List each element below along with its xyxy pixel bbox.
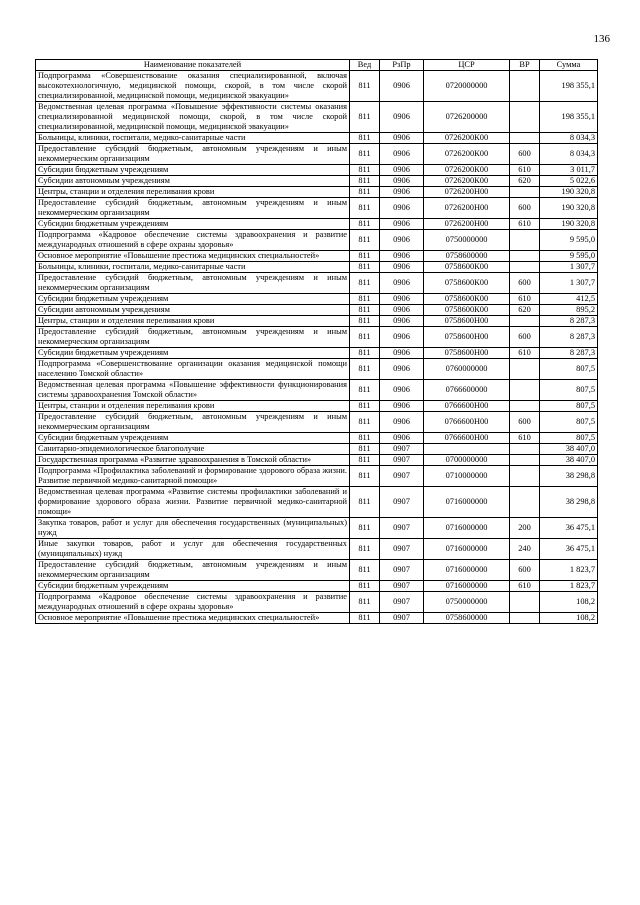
cell-rzpr: 0906 bbox=[380, 102, 424, 133]
cell-sum: 807,5 bbox=[540, 359, 598, 380]
page-number: 136 bbox=[593, 33, 610, 45]
table-row bbox=[36, 433, 598, 444]
cell-sum: 8 034,3 bbox=[540, 144, 598, 165]
cell-ved: 811 bbox=[350, 487, 380, 518]
cell-name: Субсидии бюджетным учреждениям bbox=[36, 294, 350, 305]
cell-vr bbox=[510, 262, 540, 273]
cell-csr: 0760000000 bbox=[424, 359, 510, 380]
cell-ved: 811 bbox=[350, 316, 380, 327]
cell-rzpr: 0906 bbox=[380, 412, 424, 433]
cell-ved: 811 bbox=[350, 348, 380, 359]
cell-ved: 811 bbox=[350, 581, 380, 592]
cell-rzpr: 0906 bbox=[380, 133, 424, 144]
cell-rzpr: 0907 bbox=[380, 455, 424, 466]
cell-vr: 610 bbox=[510, 348, 540, 359]
cell-rzpr: 0907 bbox=[380, 560, 424, 581]
cell-name: Субсидии автономным учреждениям bbox=[36, 176, 350, 187]
cell-sum: 36 475,1 bbox=[540, 518, 598, 539]
cell-name: Подпрограмма «Совершенствование организации оказания медицинской помощи населению Томской области» bbox=[36, 359, 350, 380]
cell-vr bbox=[510, 133, 540, 144]
table-row bbox=[36, 262, 598, 273]
cell-rzpr: 0907 bbox=[380, 539, 424, 560]
cell-sum: 1 307,7 bbox=[540, 262, 598, 273]
cell-name: Подпрограмма «Совершенствование оказания специализированной, включая высокотехнологичную, медицинской помощи, скорой, в том числе скорой специализированной, медицинской помощи, медицинской эвакуации» bbox=[36, 71, 350, 102]
cell-rzpr: 0906 bbox=[380, 316, 424, 327]
cell-sum: 8 287,3 bbox=[540, 316, 598, 327]
cell-ved: 811 bbox=[350, 144, 380, 165]
cell-csr: 0758600Н00 bbox=[424, 316, 510, 327]
cell-csr: 0758600К00 bbox=[424, 262, 510, 273]
cell-sum: 807,5 bbox=[540, 401, 598, 412]
cell-name: Предоставление субсидий бюджетным, автономным учреждениям и иным некоммерческим организациям bbox=[36, 560, 350, 581]
cell-name: Предоставление субсидий бюджетным, автономным учреждениям и иным некоммерческим организациям bbox=[36, 198, 350, 219]
cell-sum: 8 034,3 bbox=[540, 133, 598, 144]
cell-name: Основное мероприятие «Повышение престижа медицинских специальностей» bbox=[36, 251, 350, 262]
cell-csr: 0758600000 bbox=[424, 613, 510, 624]
cell-name: Центры, станции и отделения переливания крови bbox=[36, 187, 350, 198]
cell-rzpr: 0906 bbox=[380, 262, 424, 273]
cell-vr bbox=[510, 316, 540, 327]
cell-sum: 9 595,0 bbox=[540, 230, 598, 251]
table-row bbox=[36, 348, 598, 359]
cell-sum: 3 011,7 bbox=[540, 165, 598, 176]
cell-vr: 610 bbox=[510, 294, 540, 305]
table-row bbox=[36, 176, 598, 187]
cell-ved: 811 bbox=[350, 592, 380, 613]
cell-ved: 811 bbox=[350, 518, 380, 539]
cell-sum: 807,5 bbox=[540, 380, 598, 401]
cell-name: Больницы, клиники, госпитали, медико-санитарные части bbox=[36, 262, 350, 273]
header-name: Наименование показателей bbox=[36, 60, 350, 71]
cell-ved: 811 bbox=[350, 560, 380, 581]
cell-sum: 36 475,1 bbox=[540, 539, 598, 560]
cell-vr bbox=[510, 251, 540, 262]
cell-vr bbox=[510, 380, 540, 401]
cell-csr: 0758600К00 bbox=[424, 294, 510, 305]
cell-name: Ведомственная целевая программа «Повышение эффективности системы оказания специализированной медицинской помощи, скорой, в том числе скорой специализированной, медицинской помощи, медицинской эвакуации» bbox=[36, 102, 350, 133]
cell-rzpr: 0907 bbox=[380, 518, 424, 539]
cell-csr: 0700000000 bbox=[424, 455, 510, 466]
cell-ved: 811 bbox=[350, 102, 380, 133]
cell-sum: 38 407,0 bbox=[540, 455, 598, 466]
table-row bbox=[36, 444, 598, 455]
cell-rzpr: 0906 bbox=[380, 294, 424, 305]
cell-csr: 0758600Н00 bbox=[424, 348, 510, 359]
cell-name: Подпрограмма «Кадровое обеспечение системы здравоохранения и развитие международных отношений в сфере охраны здоровья» bbox=[36, 592, 350, 613]
cell-csr: 0758600К00 bbox=[424, 273, 510, 294]
cell-ved: 811 bbox=[350, 455, 380, 466]
header-ved: Вед bbox=[350, 60, 380, 71]
cell-vr bbox=[510, 401, 540, 412]
table-row bbox=[36, 219, 598, 230]
cell-csr: 0766600Н00 bbox=[424, 412, 510, 433]
cell-sum: 895,2 bbox=[540, 305, 598, 316]
cell-sum: 1 823,7 bbox=[540, 560, 598, 581]
cell-rzpr: 0906 bbox=[380, 230, 424, 251]
cell-name: Субсидии бюджетным учреждениям bbox=[36, 348, 350, 359]
cell-rzpr: 0906 bbox=[380, 305, 424, 316]
cell-ved: 811 bbox=[350, 412, 380, 433]
cell-rzpr: 0906 bbox=[380, 187, 424, 198]
cell-ved: 811 bbox=[350, 327, 380, 348]
cell-vr: 610 bbox=[510, 165, 540, 176]
table-row bbox=[36, 230, 598, 251]
cell-name: Иные закупки товаров, работ и услуг для обеспечения государственных (муниципальных) нужд bbox=[36, 539, 350, 560]
cell-name: Государственная программа «Развитие здравоохранения в Томской области» bbox=[36, 455, 350, 466]
cell-name: Субсидии бюджетным учреждениям bbox=[36, 165, 350, 176]
cell-ved: 811 bbox=[350, 380, 380, 401]
cell-csr: 0716000000 bbox=[424, 581, 510, 592]
cell-sum: 108,2 bbox=[540, 592, 598, 613]
cell-vr: 600 bbox=[510, 198, 540, 219]
cell-name: Предоставление субсидий бюджетным, автономным учреждениям и иным некоммерческим организациям bbox=[36, 273, 350, 294]
cell-csr: 0726200Н00 bbox=[424, 187, 510, 198]
cell-rzpr: 0906 bbox=[380, 401, 424, 412]
cell-csr: 0758600К00 bbox=[424, 305, 510, 316]
cell-name: Больницы, клиники, госпитали, медико-санитарные части bbox=[36, 133, 350, 144]
cell-sum: 190 320,8 bbox=[540, 198, 598, 219]
cell-csr: 0766600000 bbox=[424, 380, 510, 401]
cell-csr: 0716000000 bbox=[424, 487, 510, 518]
cell-ved: 811 bbox=[350, 539, 380, 560]
cell-vr: 600 bbox=[510, 327, 540, 348]
cell-vr bbox=[510, 71, 540, 102]
cell-rzpr: 0907 bbox=[380, 592, 424, 613]
cell-sum: 1 823,7 bbox=[540, 581, 598, 592]
cell-vr: 620 bbox=[510, 176, 540, 187]
cell-ved: 811 bbox=[350, 466, 380, 487]
cell-sum: 198 355,1 bbox=[540, 102, 598, 133]
cell-sum: 38 298,8 bbox=[540, 466, 598, 487]
cell-vr bbox=[510, 487, 540, 518]
table-row bbox=[36, 518, 598, 539]
cell-ved: 811 bbox=[350, 294, 380, 305]
cell-ved: 811 bbox=[350, 71, 380, 102]
table-row bbox=[36, 305, 598, 316]
cell-vr bbox=[510, 187, 540, 198]
cell-csr: 0726200К00 bbox=[424, 176, 510, 187]
cell-csr: 0758600Н00 bbox=[424, 327, 510, 348]
cell-ved: 811 bbox=[350, 176, 380, 187]
cell-ved: 811 bbox=[350, 613, 380, 624]
cell-csr: 0758600000 bbox=[424, 251, 510, 262]
cell-sum: 8 287,3 bbox=[540, 327, 598, 348]
cell-vr bbox=[510, 592, 540, 613]
cell-rzpr: 0906 bbox=[380, 144, 424, 165]
table-row bbox=[36, 198, 598, 219]
cell-vr bbox=[510, 455, 540, 466]
cell-sum: 5 022,6 bbox=[540, 176, 598, 187]
cell-csr: 0726200000 bbox=[424, 102, 510, 133]
cell-csr: 0726200К00 bbox=[424, 144, 510, 165]
table-row bbox=[36, 380, 598, 401]
cell-sum: 38 298,8 bbox=[540, 487, 598, 518]
cell-vr: 610 bbox=[510, 219, 540, 230]
table-row bbox=[36, 133, 598, 144]
table-row bbox=[36, 359, 598, 380]
cell-name: Предоставление субсидий бюджетным, автономным учреждениям и иным некоммерческим организациям bbox=[36, 327, 350, 348]
cell-ved: 811 bbox=[350, 401, 380, 412]
cell-csr: 0726200К00 bbox=[424, 165, 510, 176]
cell-vr bbox=[510, 444, 540, 455]
table-row bbox=[36, 316, 598, 327]
cell-vr: 240 bbox=[510, 539, 540, 560]
cell-name: Центры, станции и отделения переливания крови bbox=[36, 316, 350, 327]
cell-rzpr: 0907 bbox=[380, 444, 424, 455]
cell-sum: 198 355,1 bbox=[540, 71, 598, 102]
cell-ved: 811 bbox=[350, 165, 380, 176]
cell-rzpr: 0906 bbox=[380, 348, 424, 359]
cell-vr: 610 bbox=[510, 433, 540, 444]
cell-rzpr: 0907 bbox=[380, 466, 424, 487]
cell-name: Предоставление субсидий бюджетным, автономным учреждениям и иным некоммерческим организациям bbox=[36, 412, 350, 433]
table-row bbox=[36, 102, 598, 133]
cell-rzpr: 0906 bbox=[380, 198, 424, 219]
header-sum: Сумма bbox=[540, 60, 598, 71]
table-row bbox=[36, 273, 598, 294]
cell-name: Ведомственная целевая программа «Повышение эффективности функционирования системы здравоохранения Томской области» bbox=[36, 380, 350, 401]
cell-name: Предоставление субсидий бюджетным, автономным учреждениям и иным некоммерческим организациям bbox=[36, 144, 350, 165]
cell-vr: 200 bbox=[510, 518, 540, 539]
table-row bbox=[36, 144, 598, 165]
cell-sum: 412,5 bbox=[540, 294, 598, 305]
table-row bbox=[36, 165, 598, 176]
cell-csr: 0750000000 bbox=[424, 230, 510, 251]
cell-rzpr: 0906 bbox=[380, 251, 424, 262]
cell-csr: 0766600Н00 bbox=[424, 433, 510, 444]
cell-name: Основное мероприятие «Повышение престижа медицинских специальностей» bbox=[36, 613, 350, 624]
cell-name: Субсидии автономным учреждениям bbox=[36, 305, 350, 316]
cell-sum: 190 320,8 bbox=[540, 219, 598, 230]
cell-sum: 9 595,0 bbox=[540, 251, 598, 262]
cell-name: Закупка товаров, работ и услуг для обеспечения государственных (муниципальных) нужд bbox=[36, 518, 350, 539]
cell-csr: 0726200Н00 bbox=[424, 198, 510, 219]
budget-table bbox=[35, 59, 598, 624]
cell-vr bbox=[510, 359, 540, 380]
table-row bbox=[36, 466, 598, 487]
cell-vr: 610 bbox=[510, 581, 540, 592]
cell-ved: 811 bbox=[350, 359, 380, 380]
cell-ved: 811 bbox=[350, 187, 380, 198]
cell-vr bbox=[510, 230, 540, 251]
cell-name: Подпрограмма «Профилактика заболеваний и формирование здорового образа жизни. Развитие первичной медико-санитарной помощи» bbox=[36, 466, 350, 487]
cell-name: Субсидии бюджетным учреждениям bbox=[36, 581, 350, 592]
cell-csr: 0726200К00 bbox=[424, 133, 510, 144]
cell-csr: 0750000000 bbox=[424, 592, 510, 613]
header-rzpr: РзПр bbox=[380, 60, 424, 71]
cell-ved: 811 bbox=[350, 230, 380, 251]
table-row bbox=[36, 412, 598, 433]
cell-rzpr: 0906 bbox=[380, 273, 424, 294]
table-row bbox=[36, 613, 598, 624]
cell-rzpr: 0906 bbox=[380, 219, 424, 230]
table-row bbox=[36, 251, 598, 262]
cell-name: Санитарно-эпидемиологическое благополучие bbox=[36, 444, 350, 455]
cell-name: Субсидии бюджетным учреждениям bbox=[36, 219, 350, 230]
cell-rzpr: 0906 bbox=[380, 380, 424, 401]
cell-rzpr: 0907 bbox=[380, 581, 424, 592]
table-row bbox=[36, 71, 598, 102]
cell-csr: 0726200Н00 bbox=[424, 219, 510, 230]
cell-vr bbox=[510, 466, 540, 487]
cell-ved: 811 bbox=[350, 433, 380, 444]
table-row bbox=[36, 487, 598, 518]
cell-ved: 811 bbox=[350, 198, 380, 219]
cell-name: Центры, станции и отделения переливания крови bbox=[36, 401, 350, 412]
cell-name: Субсидии бюджетным учреждениям bbox=[36, 433, 350, 444]
cell-ved: 811 bbox=[350, 305, 380, 316]
cell-rzpr: 0906 bbox=[380, 176, 424, 187]
cell-csr: 0720000000 bbox=[424, 71, 510, 102]
header-vr: ВР bbox=[510, 60, 540, 71]
cell-rzpr: 0907 bbox=[380, 487, 424, 518]
table-row bbox=[36, 581, 598, 592]
cell-sum: 108,2 bbox=[540, 613, 598, 624]
cell-rzpr: 0906 bbox=[380, 71, 424, 102]
cell-sum: 807,5 bbox=[540, 433, 598, 444]
cell-vr: 600 bbox=[510, 144, 540, 165]
cell-name: Подпрограмма «Кадровое обеспечение системы здравоохранения и развитие международных отношений в сфере охраны здоровья» bbox=[36, 230, 350, 251]
cell-csr: 0766600Н00 bbox=[424, 401, 510, 412]
table-row bbox=[36, 539, 598, 560]
cell-ved: 811 bbox=[350, 251, 380, 262]
cell-vr: 620 bbox=[510, 305, 540, 316]
cell-ved: 811 bbox=[350, 444, 380, 455]
cell-csr: 0710000000 bbox=[424, 466, 510, 487]
table-row bbox=[36, 327, 598, 348]
cell-csr: 0716000000 bbox=[424, 539, 510, 560]
cell-vr: 600 bbox=[510, 273, 540, 294]
cell-csr: 0716000000 bbox=[424, 518, 510, 539]
cell-ved: 811 bbox=[350, 262, 380, 273]
cell-ved: 811 bbox=[350, 273, 380, 294]
cell-vr: 600 bbox=[510, 560, 540, 581]
cell-vr bbox=[510, 613, 540, 624]
table-row bbox=[36, 455, 598, 466]
cell-rzpr: 0906 bbox=[380, 433, 424, 444]
cell-rzpr: 0906 bbox=[380, 359, 424, 380]
cell-sum: 8 287,3 bbox=[540, 348, 598, 359]
cell-vr bbox=[510, 102, 540, 133]
cell-sum: 807,5 bbox=[540, 412, 598, 433]
cell-csr bbox=[424, 444, 510, 455]
cell-ved: 811 bbox=[350, 133, 380, 144]
cell-sum: 38 407,0 bbox=[540, 444, 598, 455]
cell-rzpr: 0906 bbox=[380, 165, 424, 176]
cell-name: Ведомственная целевая программа «Развитие системы профилактики заболеваний и формирование здорового образа жизни. Развитие первичной медико-санитарной помощи» bbox=[36, 487, 350, 518]
cell-rzpr: 0907 bbox=[380, 613, 424, 624]
cell-vr: 600 bbox=[510, 412, 540, 433]
cell-ved: 811 bbox=[350, 219, 380, 230]
table-row bbox=[36, 592, 598, 613]
cell-rzpr: 0906 bbox=[380, 327, 424, 348]
cell-sum: 190 320,8 bbox=[540, 187, 598, 198]
table-row bbox=[36, 187, 598, 198]
table-row bbox=[36, 560, 598, 581]
table-row bbox=[36, 401, 598, 412]
header-csr: ЦСР bbox=[424, 60, 510, 71]
cell-csr: 0716000000 bbox=[424, 560, 510, 581]
cell-sum: 1 307,7 bbox=[540, 273, 598, 294]
table-row bbox=[36, 294, 598, 305]
table-header-row bbox=[36, 60, 598, 71]
